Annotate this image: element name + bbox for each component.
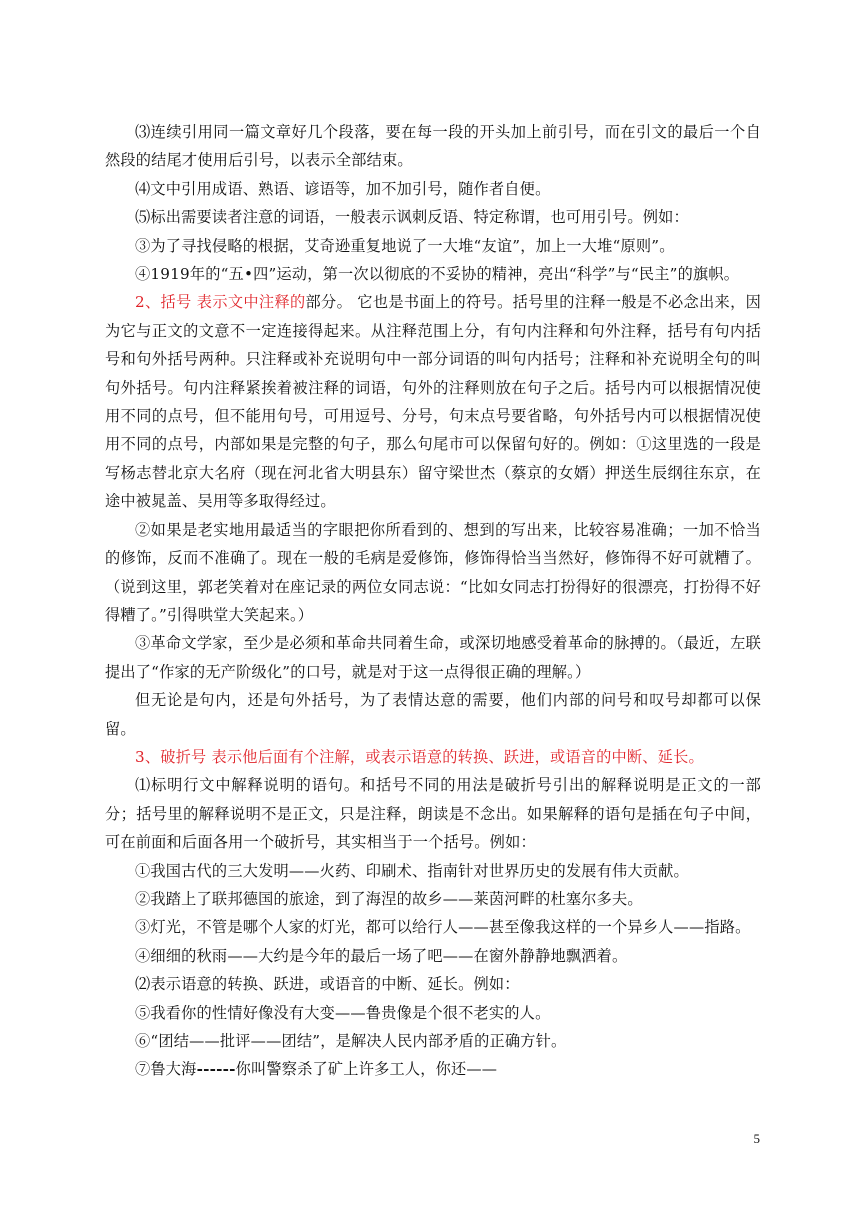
paragraph-p19 — [105, 1055, 761, 1083]
paragraph-p17 — [105, 999, 761, 1027]
text-segment: ⑴标明行文中解释说明的语句。和括号不同的用法是破折号引出的解释说明是正文的一部分；括号里的解释说明不是正文，只是注释，朗读是不念出。如果解释的语句是插在句子中间，可在前面和后面各用一个破折号，其实相当于一个括号。例如： — [105, 776, 761, 852]
paragraph-p14 — [105, 913, 761, 941]
text-segment: ⑦鲁大海 — [135, 1060, 197, 1079]
paragraph-p12 — [105, 857, 761, 885]
text-segment: ④细细的秋雨——大约是今年的最后一场了吧——在窗外静静地飘洒着。 — [135, 946, 628, 965]
text-segment: ③灯光，不管是哪个人家的灯光，都可以给行人——甚至像我这样的一个异乡人——指路。 — [135, 918, 751, 937]
text-segment: 你叫警察杀了矿上许多工人，你还—— — [235, 1060, 498, 1079]
text-segment: ③革命文学家，至少是必须和革命共同着生命，或深切地感受着革命的脉搏的。（最近，左联提出了“作家的无产阶级化”的口号，就是对于这一点得很正确的理解。） — [105, 634, 761, 681]
paragraph-p4 — [105, 232, 761, 260]
text-segment: ⑵表示语意的转换、跃进，或语音的中断、延长。例如： — [135, 975, 520, 994]
text-segment: ⑤我看你的性情好像没有大变——鲁贵像是个很不老实的人。 — [135, 1003, 551, 1022]
text-segment: 2、括号 表示文中注释的 — [135, 293, 306, 312]
text-segment: ③为了寻找侵略的根据，艾奇逊重复地说了一大堆“友谊”，加上一大堆“原则”。 — [135, 236, 675, 255]
text-segment: 但无论是句内，还是句外括号，为了表情达意的需要，他们内部的问号和叹号却都可以保留。 — [105, 691, 761, 738]
text-segment: ②如果是老实地用最适当的字眼把你所看到的、想到的写出来，比较容易准确；一加不恰当的修饰，反而不准确了。现在一般的毛病是爱修饰，修饰得恰当当然好，修饰得不好可就糟了。（说到这里，郭老笑着对在座记录的两位女同志说：“比如女同志打扮得好的很漂亮，打扮得不好得糟了。”引得哄堂大笑起来。） — [105, 520, 761, 624]
page-number: 5 — [753, 1131, 760, 1146]
paragraph-p8 — [105, 629, 761, 686]
paragraph-p10 — [105, 743, 761, 771]
paragraph-p2 — [105, 175, 761, 203]
text-segment: 3、破折号 表示他后面有个注解，或表示语意的转换、跃进，或语音的中断、延长。 — [135, 747, 704, 766]
paragraph-p11 — [105, 771, 761, 856]
paragraph-p16 — [105, 970, 761, 998]
text-segment: ⑥“团结——批评——团结”，是解决人民内部矛盾的正确方针。 — [135, 1032, 567, 1050]
paragraph-p5 — [105, 260, 761, 288]
text-segment: 部分。 它也是书面上的符号。括号里的注释一般是不必念出来，因为它与正文的文意不一定连接得起来。从注释范围上分，有句内注释和句外注释，括号有句内括号和句外括号两种。只注释或补充说明句中一部分词语的叫句内括号；注释和补充说明全句的叫句外括号。句内注释紧挨着被注释的词语，句外的注释则放在句子之后。括号内可以根据情况使用不同的点号，但不能用句号，可用逗号、分号，句末点号要省略，句外括号内可以根据情况使用不同的点号，内部如果是完整的句子，那么句尾市可以保留句好的。例如：①这里选的一段是写杨志替北京大名府（现在河北省大明县东）留守梁世杰（蔡京的女婿）押送生辰纲往东京，在途中被晁盖、吴用等多取得经过。 — [105, 293, 762, 511]
paragraph-p13 — [105, 885, 761, 913]
text-segment: ⑷文中引用成语、熟语、谚语等，加不加引号，随作者自便。 — [135, 179, 551, 198]
paragraph-p15 — [105, 942, 761, 970]
text-segment: ②我踏上了联邦德国的旅途，到了海涅的故乡——莱茵河畔的杜塞尔多夫。 — [135, 889, 643, 908]
paragraph-p7 — [105, 516, 761, 630]
text-segment: ------ — [196, 1060, 236, 1079]
document-body — [105, 118, 761, 1084]
text-segment: ⑸标出需要读者注意的词语，一般表示讽刺反语、特定称谓，也可用引号。例如： — [135, 208, 689, 227]
text-segment: ①我国古代的三大发明——火药、印刷术、指南针对世界历史的发展有伟大贡献。 — [135, 861, 689, 880]
text-segment: ⑶连续引用同一篇文章好几个段落，要在每一段的开头加上前引号，而在引文的最后一个自然段的结尾才使用后引号，以表示全部结束。 — [105, 123, 761, 170]
text-segment: ④1919年的“五•四”运动，第一次以彻底的不妥协的精神，亮出“科学”与“民主”的旗帜。 — [135, 265, 740, 284]
paragraph-p1 — [105, 118, 761, 175]
paragraph-p9 — [105, 686, 761, 743]
paragraph-p18 — [105, 1027, 761, 1055]
paragraph-p6 — [105, 288, 761, 515]
paragraph-p3 — [105, 203, 761, 231]
